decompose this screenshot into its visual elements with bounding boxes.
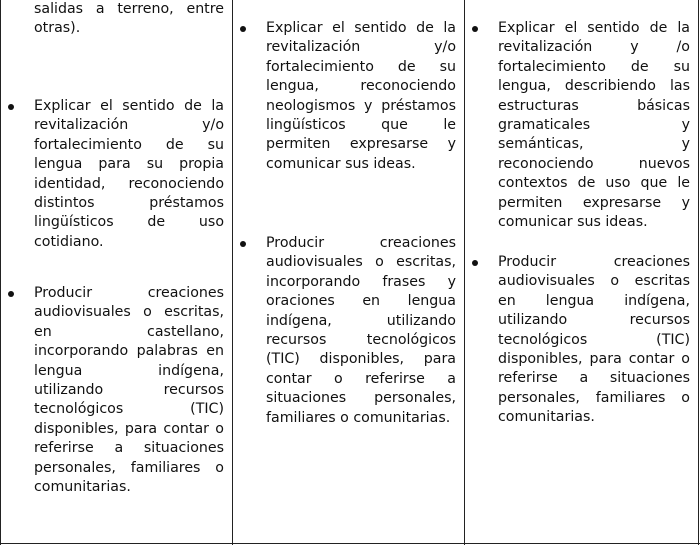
list-item-text: Explicar el sentido de la revitalización y/o fortalecimiento de su lengua para su propia identidad, reconociendo distintos préstamos lingüísticos de uso cotidiano. — [34, 98, 224, 250]
list-item-text: Explicar el sentido de la revitalización y /o fortalecimiento de su lengua, describiendo las estructuras básicas gramaticales y semánticas, y reconociendo nuevos contextos de uso que le permiten expresarse y comunicar sus ideas. — [498, 20, 690, 231]
bullet-icon — [472, 260, 478, 266]
bullet-icon — [472, 26, 478, 32]
bullet-icon — [240, 241, 246, 247]
continuation-text: salidas a terreno, entre otras). — [34, 1, 224, 37]
bullet-icon — [8, 291, 14, 297]
list-item-text: Explicar el sentido de la revitalización y/o fortalecimiento de su lengua, reconociendo neologismos y préstamos lingüísticos que le permiten expresarse y comunicar sus ideas. — [266, 20, 456, 172]
table-border-right — [698, 0, 699, 545]
bullet-icon — [8, 104, 14, 110]
bullet-icon — [240, 26, 246, 32]
list-item-text: Producir creaciones audiovisuales o escritas en lengua indígena, utilizando recursos tecnológicos (TIC) disponibles, para contar o referirse a situaciones personales, familiares o comunitarias. — [498, 254, 690, 426]
list-item-text: Producir creaciones audiovisuales o escritas, incorporando frases y oraciones en lengua indígena, utilizando recursos tecnológicos (TIC) disponibles, para contar o referirse a situaciones personales, familiares o comunitarias. — [266, 235, 456, 426]
table-column-1 — [0, 0, 232, 545]
table-column-3 — [464, 0, 698, 545]
list-item-text: Producir creaciones audiovisuales o escritas, en castellano, incorporando palabras en lengua indígena, utilizando recursos tecnológicos (TIC) disponibles, para contar o referirse a situaciones personales, familiares o comunitarias. — [34, 285, 224, 496]
table-column-2 — [232, 0, 464, 545]
